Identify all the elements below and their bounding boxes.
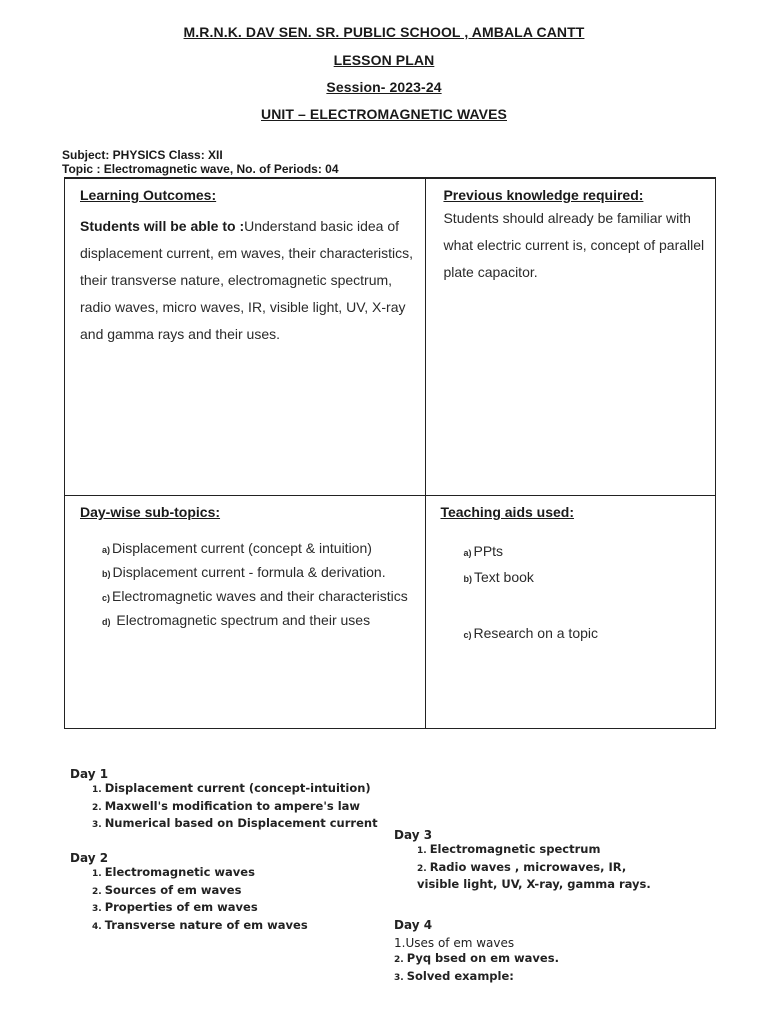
sub-topic-item: b) Displacement current - formula & derivation.	[102, 564, 386, 580]
sub-topics-title: Day-wise sub-topics:	[80, 504, 221, 520]
learning-outcomes-cell	[65, 178, 426, 496]
learning-outcomes-body	[80, 213, 425, 348]
previous-knowledge-text: Students should already be familiar with what electric current is, concept of parallel plate capacitor.	[443, 210, 705, 280]
day-1-block	[70, 767, 380, 834]
lesson-plan-table	[64, 177, 716, 729]
sub-topic-item: d) Electromagnetic spectrum and their uses	[102, 612, 371, 628]
learning-outcomes-lead: Students will be able to :	[80, 218, 245, 234]
sub-topic-item: a) Displacement current (concept & intuition)	[102, 540, 372, 556]
teaching-aids-list	[463, 542, 715, 644]
day-item: 3. Numerical based on Displacement current	[92, 816, 378, 830]
day-item: 4. Transverse nature of em waves	[92, 917, 308, 932]
learning-outcomes-title: Learning Outcomes:	[80, 187, 217, 203]
day-item: 2. Radio waves , microwaves, IR, visible light, UV, X-ray, gamma rays.	[417, 859, 651, 891]
topic-line: Topic : Electromagnetic wave, No. of Periods: 04	[62, 162, 339, 176]
day-1-list	[92, 781, 380, 834]
day-title: Day 2	[70, 851, 109, 865]
teaching-aids-title: Teaching aids used:	[440, 504, 575, 520]
subject-line: Subject: PHYSICS Class: XII	[62, 148, 223, 162]
day-item: 2. Sources of em waves	[92, 882, 242, 897]
teaching-aids-cell	[426, 496, 716, 729]
learning-outcomes-text: Understand basic idea of displacement current, em waves, their characteristics, their transverse nature, electromagnetic spectrum, radio waves, micro waves, IR, visible light, UV, X-ray and gamma rays and their uses.	[80, 218, 414, 342]
teaching-aid-item: a) PPts	[463, 543, 504, 559]
document-title: LESSON PLAN	[333, 52, 435, 68]
day-item: 2. Maxwell's modification to ampere's law	[92, 798, 361, 813]
sub-topic-item: c) Electromagnetic waves and their characteristics	[102, 588, 408, 604]
day-item: 1. Displacement current (concept-intuition)	[92, 781, 371, 795]
day-item: 1. Electromagnetic spectrum	[417, 842, 601, 856]
day-title: Day 3	[394, 828, 433, 842]
teaching-aid-item: b) Text book	[463, 569, 534, 585]
day-4-block	[394, 918, 664, 986]
day-title: Day 4	[394, 918, 433, 932]
teaching-aid-item: c) Research on a topic	[463, 625, 599, 641]
day-item: 1. Electromagnetic waves	[92, 865, 255, 879]
day-3-block	[394, 828, 664, 893]
previous-knowledge-title: Previous knowledge required:	[443, 187, 644, 203]
school-name: M.R.N.K. DAV SEN. SR. PUBLIC SCHOOL , AMBALA CANTT	[183, 24, 585, 40]
day-3-list	[417, 842, 664, 893]
day-item: 3. Solved example:	[394, 968, 514, 983]
sub-topics-list	[102, 539, 425, 631]
sub-topics-cell	[65, 496, 426, 729]
session-label: Session- 2023-24	[326, 79, 442, 95]
day-item: 1.Uses of em waves	[394, 936, 515, 950]
unit-title: UNIT – ELECTROMAGNETIC WAVES	[261, 106, 507, 122]
day-2-list	[92, 865, 380, 935]
previous-knowledge-cell	[426, 178, 716, 496]
day-2-block	[70, 851, 380, 935]
day-title: Day 1	[70, 767, 109, 781]
day-4-list	[394, 935, 664, 986]
day-item: 3. Properties of em waves	[92, 900, 258, 914]
day-item: 2. Pyq bsed on em waves.	[394, 951, 559, 965]
